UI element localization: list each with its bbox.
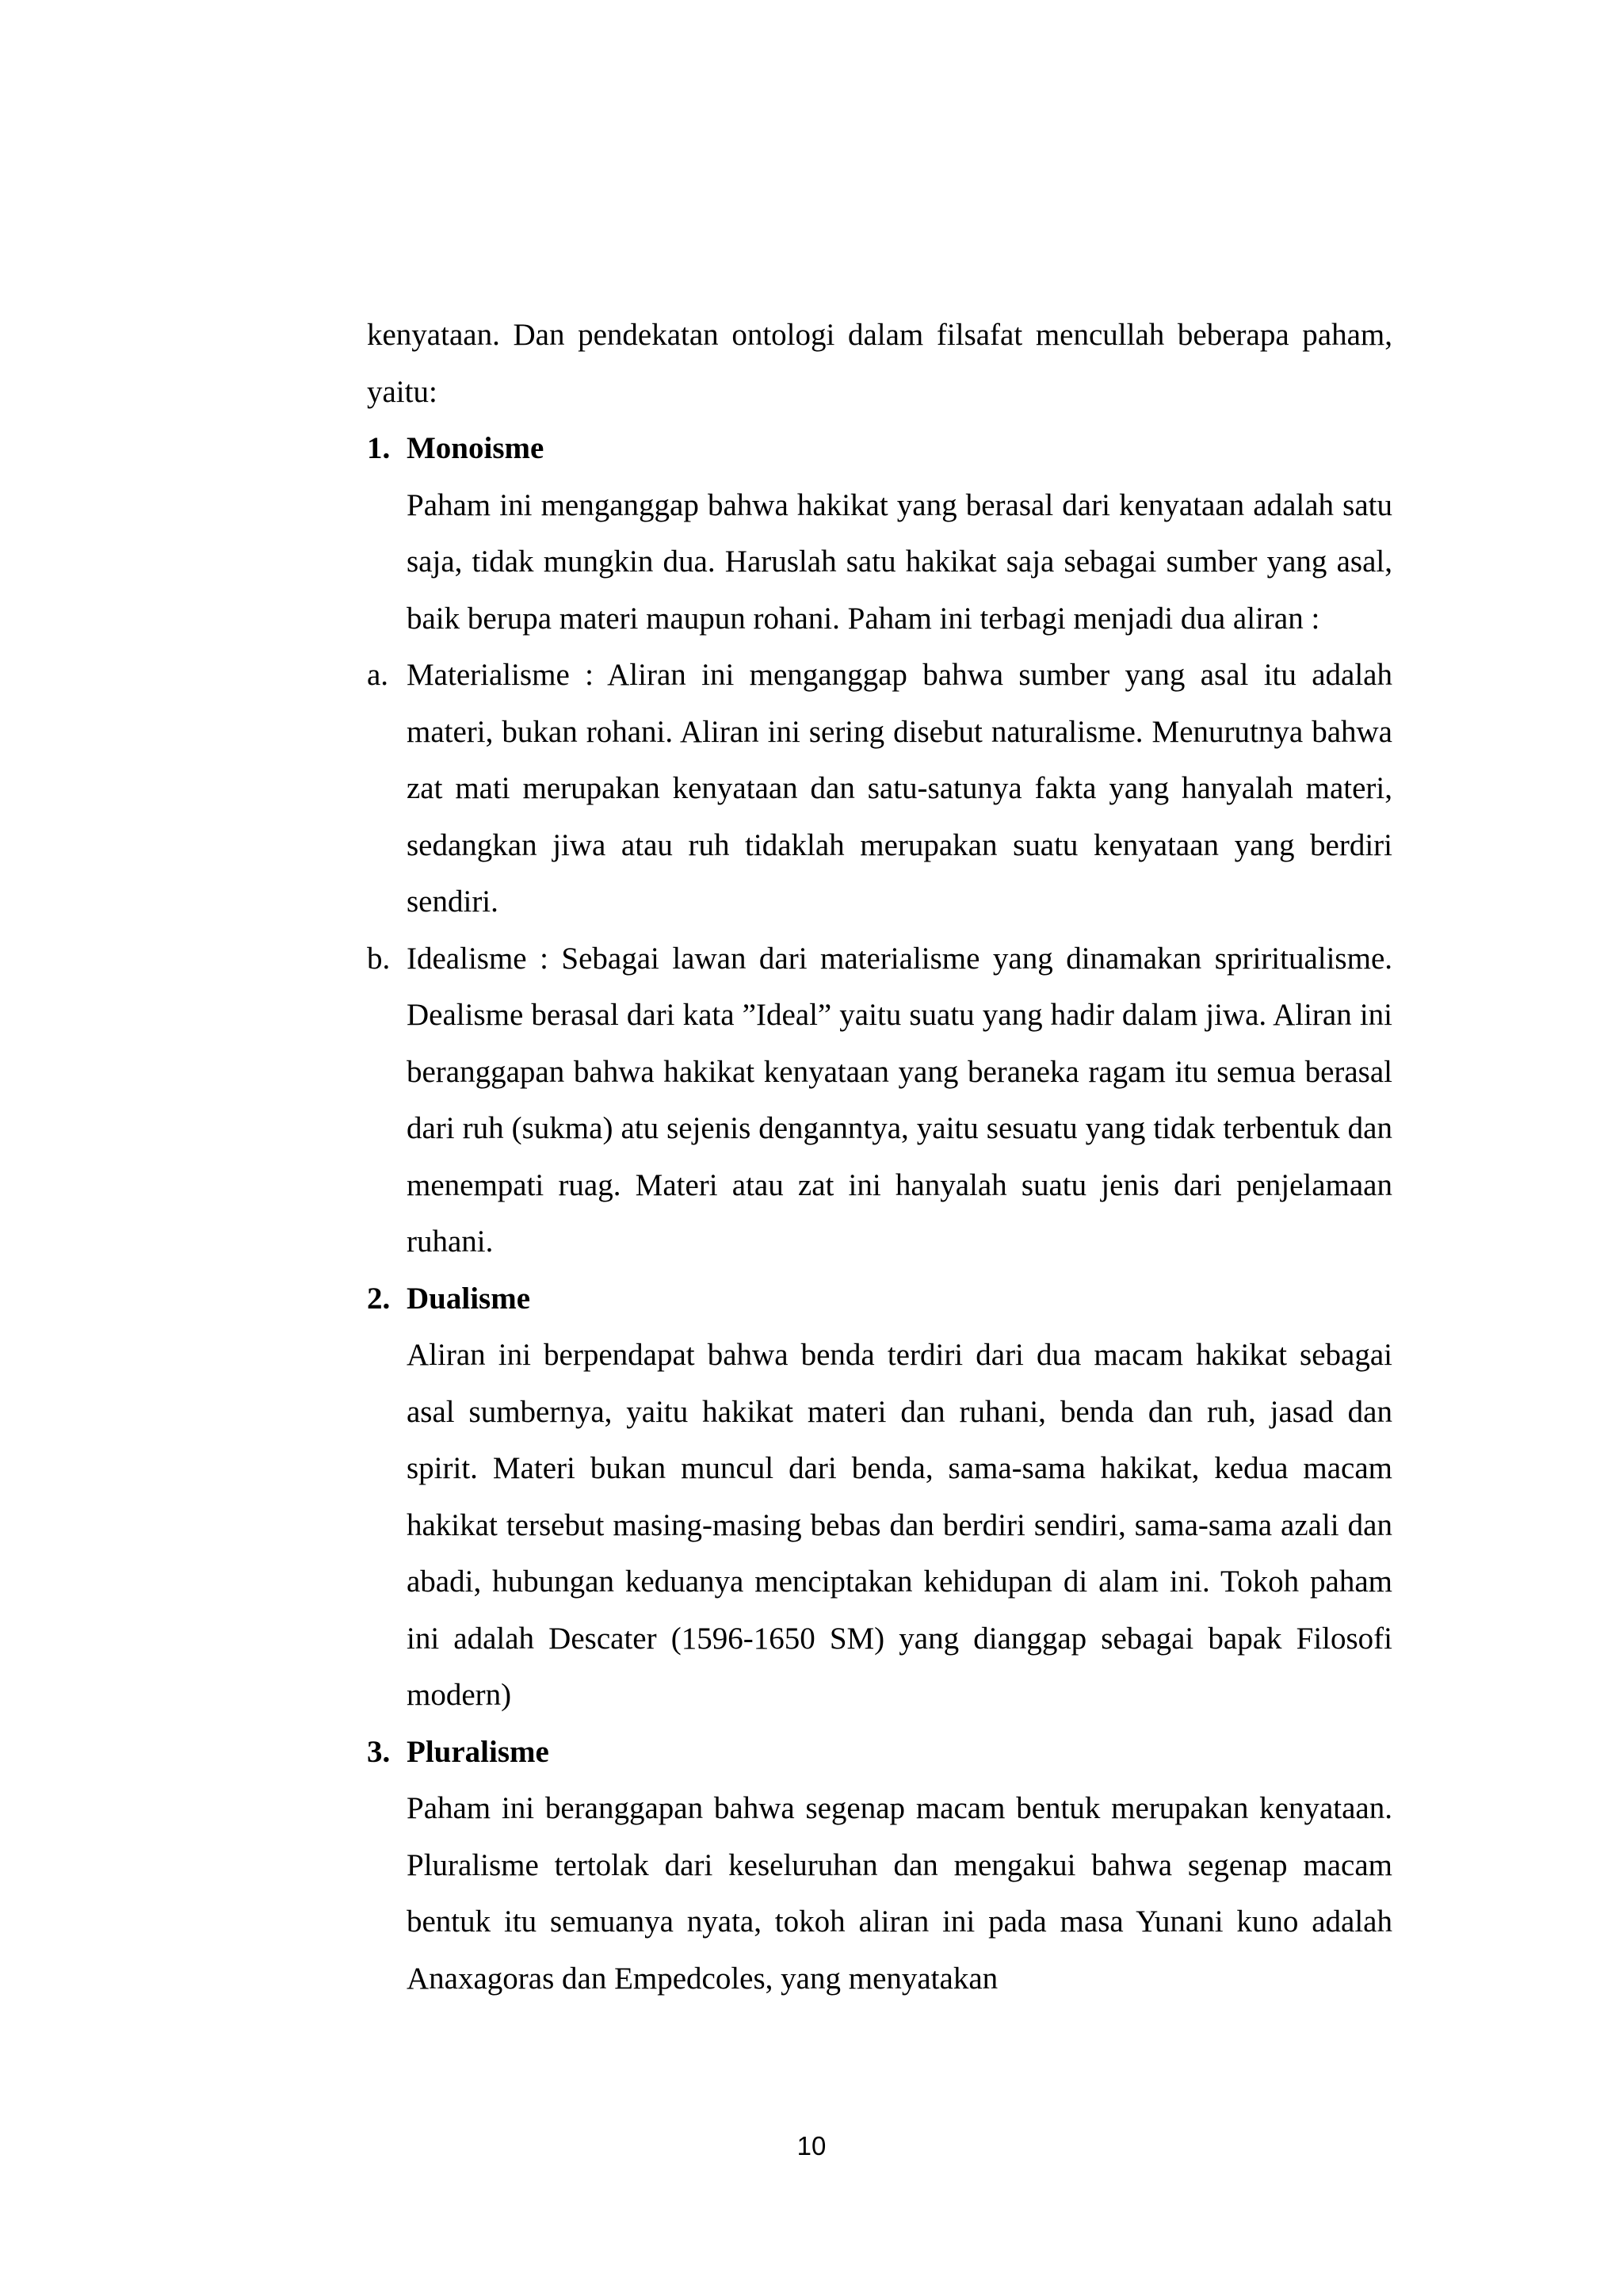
- subitem-marker: a.: [367, 658, 389, 692]
- subitem-materialisme: [367, 647, 1392, 930]
- section-heading-pluralisme: [367, 1724, 1392, 1781]
- subitem-marker: b.: [367, 941, 391, 976]
- section-number: 2.: [367, 1281, 391, 1316]
- section-title: Dualisme: [407, 1281, 530, 1316]
- section-heading-dualisme: [367, 1270, 1392, 1328]
- subitem-text: Materialisme : Aliran ini menganggap bahwa sumber yang asal itu adalah materi, bukan rohani. Aliran ini sering disebut naturalisme. Menurutnya bahwa zat mati merupakan kenyataan dan satu-satunya fakta yang hanyalah materi, sedangkan jiwa atau ruh tidaklah merupakan suatu kenyataan yang berdiri sendiri.: [407, 658, 1392, 919]
- section-body-pluralisme: Paham ini beranggapan bahwa segenap macam bentuk merupakan kenyataan. Pluralisme tertolak dari keseluruhan dan mengakui bahwa segenap macam bentuk itu semuanya nyata, tokoh aliran ini pada masa Yunani kuno adalah Anaxagoras dan Empedcoles, yang menyatakan: [407, 1791, 1392, 1996]
- section-number: 3.: [367, 1734, 391, 1769]
- subitem-text: Idealisme : Sebagai lawan dari materialisme yang dinamakan spriritualisme. Dealisme berasal dari kata ”Ideal” yaitu suatu yang hadir dalam jiwa. Aliran ini beranggapan bahwa hakikat kenyataan yang beraneka ragam itu semua berasal dari ruh (sukma) atu sejenis denganntya, yaitu sesuatu yang tidak terbentuk dan menempati ruag. Materi atau zat ini hanyalah suatu jenis dari penjelamaan ruhani.: [407, 941, 1392, 1259]
- section-title: Monoisme: [407, 431, 544, 465]
- subitem-idealisme: [367, 930, 1392, 1270]
- page-number: 10: [796, 2131, 827, 2160]
- section-body-monoisme: Paham ini menganggap bahwa hakikat yang berasal dari kenyataan adalah satu saja, tidak mungkin dua. Haruslah satu hakikat saja sebagai sumber yang asal, baik berupa materi maupun rohani. Paham ini terbagi menjadi dua aliran :: [407, 487, 1392, 636]
- section-heading-monoisme: [367, 420, 1392, 477]
- section-title: Pluralisme: [407, 1734, 549, 1769]
- section-number: 1.: [367, 431, 391, 465]
- intro-paragraph: kenyataan. Dan pendekatan ontologi dalam filsafat mencullah beberapa paham, yaitu:: [367, 318, 1392, 409]
- section-body-dualisme: Aliran ini berpendapat bahwa benda terdiri dari dua macam hakikat sebagai asal sumbernya, yaitu hakikat materi dan ruhani, benda dan ruh, jasad dan spirit. Materi bukan muncul dari benda, sama-sama hakikat, kedua macam hakikat tersebut masing-masing bebas dan berdiri sendiri, sama-sama azali dan abadi, hubungan keduanya menciptakan kehidupan di alam ini. Tokoh paham ini adalah Descater (1596-1650 SM) yang dianggap sebagai bapak Filosofi modern): [407, 1338, 1392, 1712]
- page-content: [367, 307, 1392, 2007]
